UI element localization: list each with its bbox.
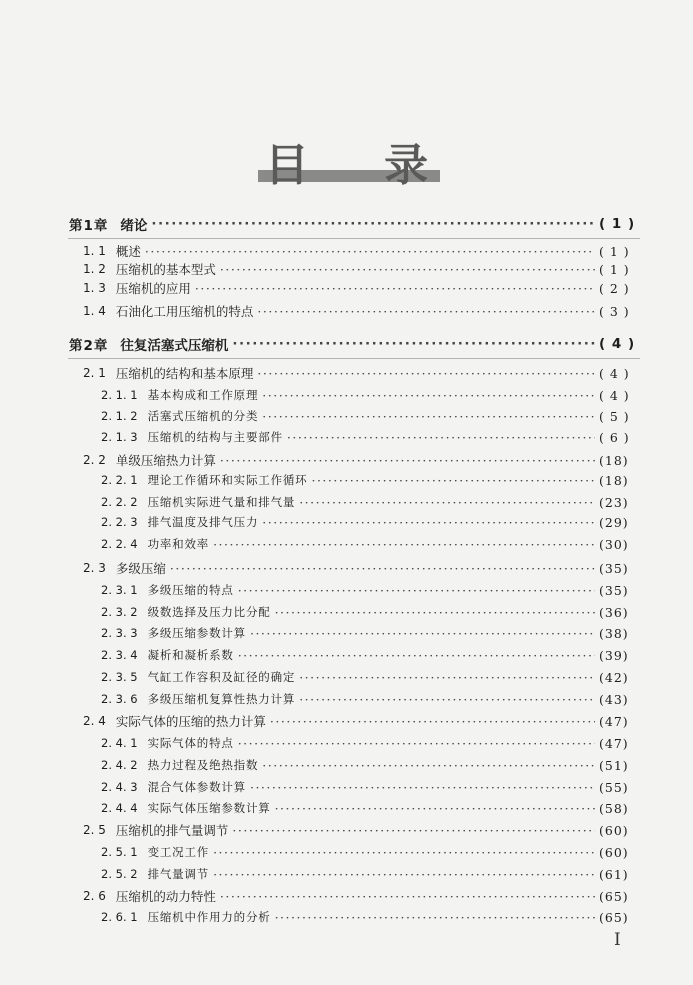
page-number: I [614, 930, 621, 950]
toc-subsection-entry[interactable] [0, 690, 693, 708]
toc-entry-page: ( 6 ) [599, 429, 630, 445]
toc-subsection-entry[interactable] [0, 407, 693, 425]
toc-entry-page: (39) [599, 647, 629, 663]
toc-entry-title: 多级压缩机复算性热力计算 [147, 692, 296, 706]
toc-dot-leader [220, 889, 595, 904]
toc-entry-number: 2. 2. 4 [101, 537, 138, 551]
toc-entry-page: ( 2 ) [599, 280, 630, 296]
toc-subsection-entry[interactable] [0, 646, 693, 664]
toc-subsection-entry[interactable] [0, 734, 693, 752]
toc-entry-number: 2. 4. 2 [101, 758, 138, 772]
toc-entry-page: (55) [599, 779, 629, 795]
toc-dot-leader [299, 692, 595, 707]
toc-dot-leader [220, 262, 595, 277]
toc-entry-number: 第1章 [69, 218, 109, 234]
toc-entry-page: (60) [599, 822, 629, 838]
toc-dot-leader [195, 281, 595, 296]
toc-subsection-entry[interactable] [0, 386, 693, 404]
toc-section-entry[interactable] [0, 887, 693, 905]
toc-entry-page: (18) [599, 452, 629, 468]
toc-entry-number: 2. 3. 5 [101, 670, 138, 684]
toc-dot-leader [151, 216, 595, 232]
toc-entry-title: 功率和效率 [147, 537, 210, 551]
toc-dot-leader [238, 648, 595, 663]
toc-entry-page: (58) [599, 800, 629, 816]
toc-dot-leader [311, 473, 595, 488]
toc-entry-number: 2. 2. 1 [101, 473, 138, 487]
toc-section-entry[interactable] [0, 242, 693, 260]
toc-entry-title: 压缩机的动力特性 [115, 889, 216, 904]
toc-entry-number: 1. 1 [83, 244, 106, 258]
toc-entry-title: 多级压缩 [115, 561, 166, 576]
toc-dot-leader [170, 561, 595, 576]
toc-subsection-entry[interactable] [0, 908, 693, 926]
toc-subsection-entry[interactable] [0, 513, 693, 531]
toc-entry-number: 2. 4. 3 [101, 780, 138, 794]
toc-entry-page: (35) [599, 560, 629, 576]
toc-entry-page: (42) [599, 669, 629, 685]
toc-dot-leader [275, 801, 595, 816]
toc-entry-page: ( 5 ) [599, 408, 630, 424]
toc-entry-page: (61) [599, 866, 629, 882]
toc-dot-leader [257, 366, 595, 381]
toc-entry-number: 2. 3. 4 [101, 648, 138, 662]
toc-entry-title: 概述 [115, 244, 141, 259]
toc-dot-leader [145, 244, 595, 259]
toc-entry-number: 1. 4 [83, 304, 106, 318]
toc-entry-title: 单级压缩热力计算 [115, 453, 216, 468]
toc-entry-page: (47) [599, 735, 629, 751]
toc-entry-title: 实际气体的特点 [147, 736, 234, 750]
chapter-divider-line [68, 238, 640, 239]
toc-entry-page: (35) [599, 582, 629, 598]
toc-entry-page: (51) [599, 757, 629, 773]
toc-dot-leader [238, 736, 595, 751]
toc-section-entry[interactable] [0, 279, 693, 297]
toc-entry-title: 石油化工用压缩机的特点 [115, 304, 254, 319]
toc-subsection-entry[interactable] [0, 865, 693, 883]
toc-entry-page: (30) [599, 536, 629, 552]
toc-entry-title: 绪论 [120, 218, 148, 234]
toc-entry-page: ( 4 ) [599, 336, 636, 352]
toc-entry-page: (60) [599, 844, 629, 860]
toc-dot-leader [213, 845, 595, 860]
toc-entry-title: 活塞式压缩机的分类 [147, 409, 259, 423]
toc-entry-number: 2. 4. 4 [101, 801, 138, 815]
toc-entry-number: 2. 2. 3 [101, 515, 138, 529]
toc-entry-title: 实际气体的压缩的热力计算 [115, 714, 266, 729]
toc-entry-number: 2. 1. 2 [101, 409, 138, 423]
toc-entry-title: 排气量调节 [147, 867, 210, 881]
toc-entry-page: (36) [599, 604, 629, 620]
toc-chapter-entry[interactable] [0, 335, 693, 353]
toc-entry-page: ( 4 ) [599, 365, 630, 381]
toc-entry-page: (43) [599, 691, 629, 707]
toc-dot-leader [238, 583, 595, 598]
toc-section-entry[interactable] [0, 260, 693, 278]
toc-subsection-entry[interactable] [0, 535, 693, 553]
toc-entry-page: (65) [599, 909, 629, 925]
toc-entry-page: ( 1 ) [599, 243, 630, 259]
toc-dot-leader [262, 409, 595, 424]
toc-entry-page: (65) [599, 888, 629, 904]
toc-subsection-entry[interactable] [0, 799, 693, 817]
toc-section-entry[interactable] [0, 821, 693, 839]
toc-dot-leader [299, 495, 595, 510]
toc-entry-page: (38) [599, 625, 629, 641]
toc-entry-number: 2. 3. 6 [101, 692, 138, 706]
toc-section-entry[interactable] [0, 364, 693, 382]
toc-entry-number: 2. 3. 3 [101, 626, 138, 640]
toc-entry-number: 1. 2 [83, 262, 106, 276]
toc-entry-title: 多级压缩参数计算 [147, 626, 246, 640]
toc-dot-leader [232, 336, 595, 352]
toc-entry-title: 压缩机的结构与主要部件 [147, 430, 283, 444]
toc-entry-title: 压缩机的排气量调节 [115, 823, 229, 838]
toc-subsection-entry[interactable] [0, 471, 693, 489]
toc-entry-number: 2. 1. 1 [101, 388, 138, 402]
toc-entry-title: 理论工作循环和实际工作循环 [147, 473, 308, 487]
toc-entry-page: ( 3 ) [599, 303, 630, 319]
toc-entry-number: 2. 5 [83, 823, 106, 837]
toc-entry-page: (23) [599, 494, 629, 510]
toc-entry-title: 压缩机的应用 [115, 281, 191, 296]
toc-entry-number: 2. 4. 1 [101, 736, 138, 750]
chapter-divider-line [68, 358, 640, 359]
toc-entry-number: 2. 3. 1 [101, 583, 138, 597]
toc-entry-number: 2. 1. 3 [101, 430, 138, 444]
toc-entry-title: 多级压缩的特点 [147, 583, 234, 597]
toc-entry-title: 热力过程及绝热指数 [147, 758, 259, 772]
toc-entry-number: 2. 2 [83, 453, 106, 467]
toc-subsection-entry[interactable] [0, 756, 693, 774]
toc-entry-title: 实际气体压缩参数计算 [147, 801, 271, 815]
toc-dot-leader [250, 780, 595, 795]
toc-subsection-entry[interactable] [0, 778, 693, 796]
toc-entry-number: 2. 2. 2 [101, 495, 138, 509]
toc-subsection-entry[interactable] [0, 668, 693, 686]
toc-section-entry[interactable] [0, 451, 693, 469]
toc-entry-title: 混合气体参数计算 [147, 780, 246, 794]
toc-subsection-entry[interactable] [0, 603, 693, 621]
toc-chapter-entry[interactable] [0, 215, 693, 233]
toc-subsection-entry[interactable] [0, 581, 693, 599]
toc-entry-number: 2. 6 [83, 889, 106, 903]
toc-entry-title: 级数选择及压力比分配 [147, 605, 271, 619]
toc-entry-page: ( 1 ) [599, 261, 630, 277]
toc-section-entry[interactable] [0, 712, 693, 730]
toc-entry-number: 2. 1 [83, 366, 106, 380]
toc-entry-page: ( 1 ) [599, 216, 636, 232]
toc-entry-title: 压缩机的结构和基本原理 [115, 366, 254, 381]
toc-entry-page: (29) [599, 514, 629, 530]
toc-dot-leader [299, 670, 595, 685]
toc-entry-title: 排气温度及排气压力 [147, 515, 259, 529]
toc-dot-leader [262, 515, 595, 530]
toc-dot-leader [262, 388, 595, 403]
toc-entry-number: 2. 3 [83, 561, 106, 575]
toc-dot-leader [232, 823, 595, 838]
toc-section-entry[interactable] [0, 302, 693, 320]
toc-subsection-entry[interactable] [0, 428, 693, 446]
toc-dot-leader [287, 430, 595, 445]
toc-entry-number: 2. 5. 2 [101, 867, 138, 881]
toc-dot-leader [220, 453, 595, 468]
toc-entry-title: 压缩机的基本型式 [115, 262, 216, 277]
toc-subsection-entry[interactable] [0, 624, 693, 642]
toc-entry-number: 2. 5. 1 [101, 845, 138, 859]
toc-entry-number: 2. 6. 1 [101, 910, 138, 924]
toc-entry-number: 2. 4 [83, 714, 106, 728]
toc-dot-leader [270, 714, 595, 729]
toc-dot-leader [213, 537, 595, 552]
toc-entry-page: ( 4 ) [599, 387, 630, 403]
toc-dot-leader [257, 304, 595, 319]
toc-entry-page: (18) [599, 472, 629, 488]
toc-dot-leader [213, 867, 595, 882]
toc-subsection-entry[interactable] [0, 493, 693, 511]
toc-dot-leader [275, 605, 595, 620]
toc-dot-leader [262, 758, 595, 773]
title-area [0, 138, 693, 198]
toc-entry-number: 1. 3 [83, 281, 106, 295]
toc-dot-leader [250, 626, 595, 641]
page-title: 目 录 [264, 140, 459, 191]
toc-entry-title: 基本构成和工作原理 [147, 388, 259, 402]
toc-entry-title: 凝析和凝析系数 [147, 648, 234, 662]
toc-entry-number: 第2章 [69, 338, 109, 354]
toc-dot-leader [275, 910, 595, 925]
toc-subsection-entry[interactable] [0, 843, 693, 861]
toc-entry-title: 往复活塞式压缩机 [120, 338, 229, 354]
toc-section-entry[interactable] [0, 559, 693, 577]
toc-entry-title: 压缩机中作用力的分析 [147, 910, 271, 924]
toc-entry-number: 2. 3. 2 [101, 605, 138, 619]
toc-entry-title: 气缸工作容积及缸径的确定 [147, 670, 296, 684]
toc-entry-title: 变工况工作 [147, 845, 210, 859]
toc-entry-title: 压缩机实际进气量和排气量 [147, 495, 296, 509]
toc-entry-page: (47) [599, 713, 629, 729]
